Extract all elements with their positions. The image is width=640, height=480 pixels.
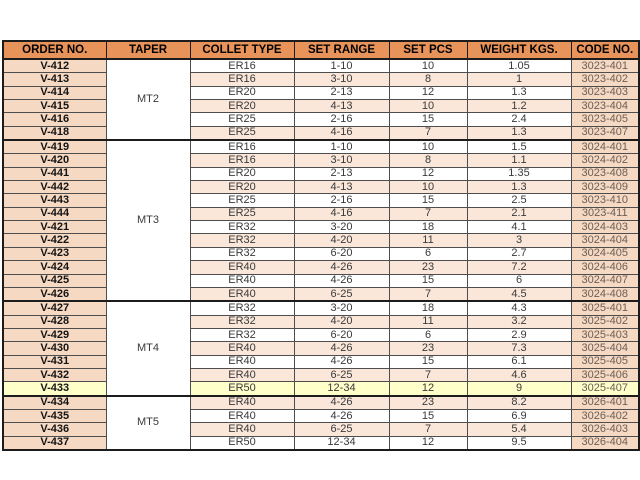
code-no-cell: 3026-403 [571, 423, 639, 436]
collet-type-cell: ER16 [190, 154, 294, 167]
set-pcs-cell: 12 [389, 382, 467, 396]
order-no-cell: V-436 [3, 423, 106, 436]
table-row [3, 100, 639, 113]
set-pcs-cell: 8 [389, 154, 467, 167]
order-no-cell: V-424 [3, 261, 106, 274]
set-range-cell: 4-26 [294, 409, 389, 422]
set-range-cell: 12-34 [294, 436, 389, 450]
collet-type-cell: ER40 [190, 261, 294, 274]
column-header-order-no: ORDER NO. [3, 41, 106, 59]
weight-kgs-cell: 1.2 [467, 100, 571, 113]
weight-kgs-cell: 1.3 [467, 126, 571, 140]
set-range-cell: 4-13 [294, 181, 389, 194]
set-pcs-cell: 23 [389, 261, 467, 274]
collet-type-cell: ER20 [190, 86, 294, 99]
code-no-cell: 3023-410 [571, 194, 639, 207]
set-range-cell: 4-16 [294, 207, 389, 220]
order-no-cell: V-425 [3, 274, 106, 287]
weight-kgs-cell: 9 [467, 382, 571, 396]
set-pcs-cell: 15 [389, 113, 467, 126]
order-no-cell: V-430 [3, 342, 106, 355]
code-no-cell: 3023-404 [571, 100, 639, 113]
collet-type-cell: ER40 [190, 342, 294, 355]
set-pcs-cell: 11 [389, 234, 467, 247]
table-row [3, 113, 639, 126]
table-row [3, 409, 639, 422]
order-no-cell: V-432 [3, 368, 106, 381]
collet-type-cell: ER50 [190, 436, 294, 450]
order-no-cell: V-419 [3, 140, 106, 154]
weight-kgs-cell: 2.4 [467, 113, 571, 126]
table-row [3, 368, 639, 381]
order-no-cell: V-442 [3, 181, 106, 194]
set-pcs-cell: 15 [389, 274, 467, 287]
weight-kgs-cell: 1.3 [467, 86, 571, 99]
set-range-cell: 3-10 [294, 73, 389, 86]
weight-kgs-cell: 1.1 [467, 154, 571, 167]
weight-kgs-cell: 2.1 [467, 207, 571, 220]
set-range-cell: 4-26 [294, 355, 389, 368]
code-no-cell: 3026-404 [571, 436, 639, 450]
code-no-cell: 3024-407 [571, 274, 639, 287]
set-range-cell: 4-26 [294, 274, 389, 287]
weight-kgs-cell: 2.7 [467, 247, 571, 260]
set-pcs-cell: 12 [389, 86, 467, 99]
set-pcs-cell: 6 [389, 247, 467, 260]
set-range-cell: 4-20 [294, 315, 389, 328]
collet-type-cell: ER20 [190, 167, 294, 180]
order-no-cell: V-427 [3, 301, 106, 315]
set-pcs-cell: 15 [389, 355, 467, 368]
code-no-cell: 3024-403 [571, 221, 639, 234]
set-pcs-cell: 7 [389, 423, 467, 436]
order-no-cell: V-426 [3, 287, 106, 301]
taper-group-cell: MT5 [106, 396, 190, 450]
set-pcs-cell: 7 [389, 207, 467, 220]
collet-type-cell: ER32 [190, 328, 294, 341]
collet-type-cell: ER32 [190, 234, 294, 247]
set-range-cell: 12-34 [294, 382, 389, 396]
table-row [3, 126, 639, 140]
set-range-cell: 2-13 [294, 167, 389, 180]
code-no-cell: 3023-407 [571, 126, 639, 140]
weight-kgs-cell: 8.2 [467, 396, 571, 410]
code-no-cell: 3023-405 [571, 113, 639, 126]
collet-type-cell: ER40 [190, 409, 294, 422]
collet-type-cell: ER20 [190, 100, 294, 113]
set-pcs-cell: 10 [389, 181, 467, 194]
weight-kgs-cell: 3 [467, 234, 571, 247]
order-no-cell: V-431 [3, 355, 106, 368]
order-no-cell: V-423 [3, 247, 106, 260]
order-no-cell: V-421 [3, 221, 106, 234]
collet-type-cell: ER32 [190, 301, 294, 315]
code-no-cell: 3024-406 [571, 261, 639, 274]
order-no-cell: V-443 [3, 194, 106, 207]
set-pcs-cell: 15 [389, 194, 467, 207]
table-header [3, 41, 639, 59]
order-no-cell: V-415 [3, 100, 106, 113]
collet-type-cell: ER32 [190, 221, 294, 234]
set-pcs-cell: 11 [389, 315, 467, 328]
order-no-cell: V-437 [3, 436, 106, 450]
set-pcs-cell: 18 [389, 221, 467, 234]
set-range-cell: 3-20 [294, 301, 389, 315]
order-no-cell: V-416 [3, 113, 106, 126]
weight-kgs-cell: 1.3 [467, 181, 571, 194]
collet-type-cell: ER25 [190, 126, 294, 140]
table-row [3, 221, 639, 234]
collet-type-cell: ER16 [190, 59, 294, 73]
set-range-cell: 6-25 [294, 287, 389, 301]
table-row [3, 261, 639, 274]
code-no-cell: 3023-401 [571, 59, 639, 73]
set-range-cell: 4-13 [294, 100, 389, 113]
weight-kgs-cell: 1.5 [467, 140, 571, 154]
order-no-cell: V-420 [3, 154, 106, 167]
set-pcs-cell: 10 [389, 59, 467, 73]
collet-type-cell: ER40 [190, 274, 294, 287]
table-body [3, 59, 639, 450]
collet-type-cell: ER40 [190, 396, 294, 410]
weight-kgs-cell: 2.9 [467, 328, 571, 341]
set-range-cell: 4-26 [294, 342, 389, 355]
set-range-cell: 3-20 [294, 221, 389, 234]
table-row [3, 234, 639, 247]
set-range-cell: 4-26 [294, 396, 389, 410]
weight-kgs-cell: 4.3 [467, 301, 571, 315]
table-row [3, 73, 639, 86]
set-pcs-cell: 15 [389, 409, 467, 422]
code-no-cell: 3024-405 [571, 247, 639, 260]
table-row [3, 167, 639, 180]
table-row [3, 396, 639, 410]
weight-kgs-cell: 4.1 [467, 221, 571, 234]
table-row [3, 274, 639, 287]
taper-group-cell: MT3 [106, 140, 190, 301]
set-range-cell: 4-16 [294, 126, 389, 140]
weight-kgs-cell: 1 [467, 73, 571, 86]
collet-type-cell: ER32 [190, 315, 294, 328]
code-no-cell: 3024-408 [571, 287, 639, 301]
code-no-cell: 3025-406 [571, 368, 639, 381]
weight-kgs-cell: 3.2 [467, 315, 571, 328]
collet-chuck-spec-table [2, 40, 640, 451]
taper-group-cell: MT2 [106, 59, 190, 140]
table-row [3, 355, 639, 368]
order-no-cell: V-418 [3, 126, 106, 140]
column-header-code-no: CODE NO. [571, 41, 639, 59]
column-header-set-range: SET RANGE [294, 41, 389, 59]
weight-kgs-cell: 2.5 [467, 194, 571, 207]
code-no-cell: 3024-401 [571, 140, 639, 154]
set-pcs-cell: 12 [389, 167, 467, 180]
taper-group-cell: MT4 [106, 301, 190, 395]
code-no-cell: 3025-404 [571, 342, 639, 355]
set-pcs-cell: 8 [389, 73, 467, 86]
table-row [3, 181, 639, 194]
order-no-cell: V-412 [3, 59, 106, 73]
code-no-cell: 3025-402 [571, 315, 639, 328]
weight-kgs-cell: 9.5 [467, 436, 571, 450]
set-pcs-cell: 10 [389, 100, 467, 113]
order-no-cell: V-422 [3, 234, 106, 247]
order-no-cell: V-435 [3, 409, 106, 422]
weight-kgs-cell: 7.2 [467, 261, 571, 274]
set-range-cell: 6-25 [294, 368, 389, 381]
set-pcs-cell: 6 [389, 328, 467, 341]
set-pcs-cell: 10 [389, 140, 467, 154]
set-range-cell: 6-25 [294, 423, 389, 436]
weight-kgs-cell: 5.4 [467, 423, 571, 436]
set-pcs-cell: 7 [389, 368, 467, 381]
set-range-cell: 2-13 [294, 86, 389, 99]
table-row [3, 342, 639, 355]
code-no-cell: 3023-409 [571, 181, 639, 194]
collet-type-cell: ER40 [190, 355, 294, 368]
weight-kgs-cell: 4.5 [467, 287, 571, 301]
code-no-cell: 3025-403 [571, 328, 639, 341]
collet-type-cell: ER25 [190, 194, 294, 207]
collet-type-cell: ER40 [190, 423, 294, 436]
weight-kgs-cell: 4.6 [467, 368, 571, 381]
set-pcs-cell: 7 [389, 126, 467, 140]
table-row [3, 436, 639, 450]
table-row [3, 301, 639, 315]
code-no-cell: 3025-401 [571, 301, 639, 315]
table-row [3, 194, 639, 207]
code-no-cell: 3026-401 [571, 396, 639, 410]
table-row [3, 140, 639, 154]
set-range-cell: 2-16 [294, 113, 389, 126]
set-pcs-cell: 23 [389, 342, 467, 355]
code-no-cell: 3023-411 [571, 207, 639, 220]
table-row [3, 315, 639, 328]
table-row [3, 423, 639, 436]
order-no-cell: V-433 [3, 382, 106, 396]
code-no-cell: 3023-402 [571, 73, 639, 86]
collet-type-cell: ER32 [190, 247, 294, 260]
table-row [3, 207, 639, 220]
weight-kgs-cell: 6.1 [467, 355, 571, 368]
order-no-cell: V-414 [3, 86, 106, 99]
set-pcs-cell: 18 [389, 301, 467, 315]
set-range-cell: 1-10 [294, 140, 389, 154]
order-no-cell: V-441 [3, 167, 106, 180]
code-no-cell: 3024-404 [571, 234, 639, 247]
column-header-weight-kgs: WEIGHT KGS. [467, 41, 571, 59]
order-no-cell: V-429 [3, 328, 106, 341]
table-row [3, 382, 639, 396]
order-no-cell: V-444 [3, 207, 106, 220]
collet-type-cell: ER16 [190, 73, 294, 86]
collet-type-cell: ER20 [190, 181, 294, 194]
order-no-cell: V-428 [3, 315, 106, 328]
weight-kgs-cell: 6.9 [467, 409, 571, 422]
collet-type-cell: ER40 [190, 287, 294, 301]
code-no-cell: 3024-402 [571, 154, 639, 167]
order-no-cell: V-434 [3, 396, 106, 410]
weight-kgs-cell: 6 [467, 274, 571, 287]
weight-kgs-cell: 1.05 [467, 59, 571, 73]
header-row [3, 41, 639, 59]
collet-type-cell: ER16 [190, 140, 294, 154]
set-range-cell: 4-20 [294, 234, 389, 247]
weight-kgs-cell: 7.3 [467, 342, 571, 355]
weight-kgs-cell: 1.35 [467, 167, 571, 180]
collet-type-cell: ER40 [190, 368, 294, 381]
set-range-cell: 2-16 [294, 194, 389, 207]
column-header-collet-type: COLLET TYPE [190, 41, 294, 59]
table-row [3, 59, 639, 73]
code-no-cell: 3025-407 [571, 382, 639, 396]
set-pcs-cell: 12 [389, 436, 467, 450]
order-no-cell: V-413 [3, 73, 106, 86]
code-no-cell: 3023-403 [571, 86, 639, 99]
collet-type-cell: ER50 [190, 382, 294, 396]
code-no-cell: 3023-408 [571, 167, 639, 180]
set-range-cell: 3-10 [294, 154, 389, 167]
code-no-cell: 3025-405 [571, 355, 639, 368]
set-range-cell: 6-20 [294, 328, 389, 341]
collet-type-cell: ER25 [190, 113, 294, 126]
set-range-cell: 1-10 [294, 59, 389, 73]
column-header-set-pcs: SET PCS [389, 41, 467, 59]
column-header-taper: TAPER [106, 41, 190, 59]
set-pcs-cell: 23 [389, 396, 467, 410]
table-row [3, 86, 639, 99]
set-range-cell: 4-26 [294, 261, 389, 274]
code-no-cell: 3026-402 [571, 409, 639, 422]
set-pcs-cell: 7 [389, 287, 467, 301]
set-range-cell: 6-20 [294, 247, 389, 260]
table-row [3, 287, 639, 301]
table-row [3, 154, 639, 167]
table-row [3, 247, 639, 260]
collet-type-cell: ER25 [190, 207, 294, 220]
table-row [3, 328, 639, 341]
